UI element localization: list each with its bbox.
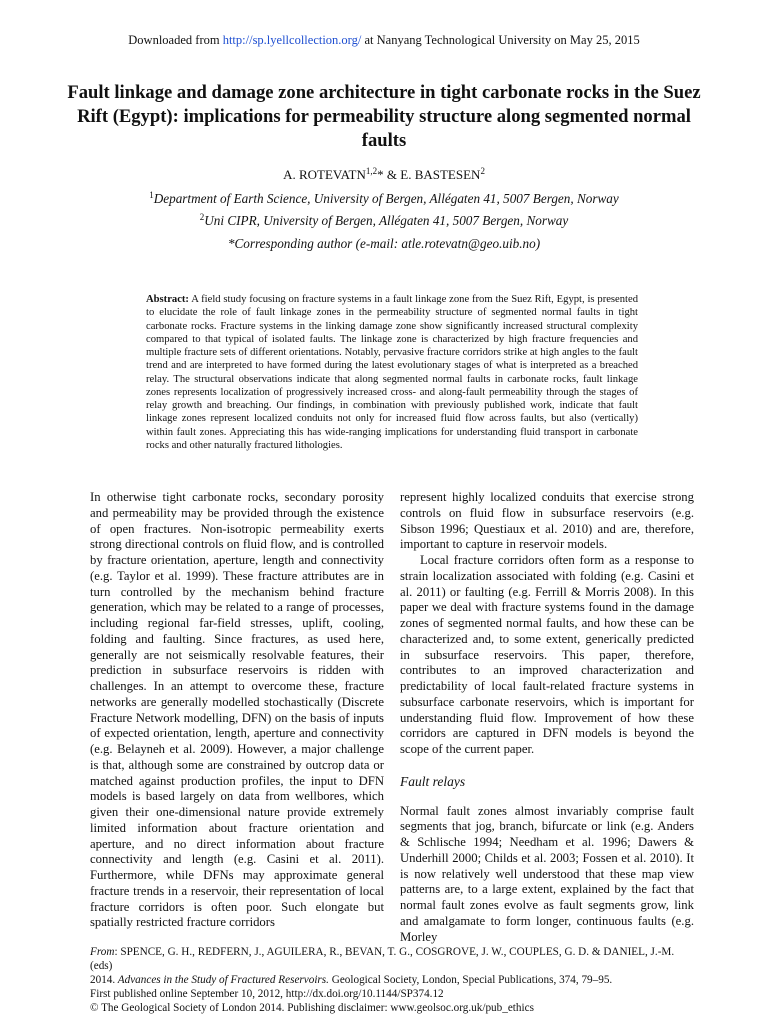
download-suffix: at Nanyang Technological University on May 25, 2015: [361, 33, 640, 47]
footer-book-title: Advances in the Study of Fractured Reservoirs.: [115, 974, 329, 986]
citation-footer: [90, 945, 694, 1015]
right-column: [400, 490, 694, 945]
footer-year: 2014.: [90, 974, 116, 986]
affiliation-2-text: Uni CIPR, University of Bergen, Allégaten 41, 5007 Bergen, Norway: [204, 213, 569, 228]
download-notice: [0, 33, 768, 48]
section-heading-fault-relays: Fault relays: [400, 773, 466, 789]
affiliation-1-text: Department of Earth Science, University of Bergen, Allégaten 41, 5007 Bergen, Norway: [153, 191, 619, 206]
left-paragraph: In otherwise tight carbonate rocks, secondary porosity and permeability may be provided through the existence of open fractures. Non-isotropic permeability exerts strong directional controls on fluid flow, and is controlled by fracture orientation, aperture, length and connectivity (e.g. Taylor et al. 1999). These fracture attributes are in turn controlled by the mechanism behind fracture generation, which may be related to a range of processes, including regional far-field stresses, uplift, cooling, folding and faulting. Since fractures, as used here, generally are not seismically resolvable features, their prediction in subsurface reservoirs is ridden with challenges. In an attempt to overcome these, fracture networks are generally modelled stochastically (Discrete Fracture Network modelling, DFN) on the basis of inputs of expected orientation, length, aperture and connectivity (e.g. Belayneh et al. 2009). However, a major challenge is that, although some are constrained by outcrop data or matched against production profiles, the input to DFN models is based largely on data from wellbores, which given their one-dimensional nature provide extremely limited information about fracture orientation and aperture, and no direct information about fracture connectivity and length (e.g. Casini et al. 2011). Furthermore, while DFNs may approximate general fracture trends in a reservoir, their representation of local fracture corridors is often poor. Such elongate but spatially restricted fracture corridors: [90, 490, 384, 930]
right-paragraph-1: represent highly localized conduits that exercise strong controls on fluid flow in subsurface reservoirs (e.g. Sibson 1996; Questiaux et al. 2010) and are, therefore, important to capture in reservoir models.: [400, 490, 694, 552]
author-2: * & E. BASTESEN: [377, 167, 481, 182]
corresponding-author-text: *Corresponding author (e-mail: atle.rotevatn@geo.uib.no): [227, 236, 541, 251]
abstract-label: Abstract:: [146, 294, 189, 305]
abstract: [146, 293, 638, 452]
right-paragraph-3: Normal fault zones almost invariably comprise fault segments that jog, branch, bifurcate or link (e.g. Anders & Schlische 1994; Needham et al. 1996; Dawers & Underhill 2000; Childs et al. 2003; Fossen et al. 2010). It is now relatively well understood that these map view patterns are, to a large extent, explained by the fact that normal fault zones evolve as fault segments grow, link and amalgamate to form longer, continuous faults (e.g. Morley: [400, 803, 694, 944]
footer-doi: First published online September 10, 2012, http://dx.doi.org/10.1144/SP374.12: [90, 988, 444, 1000]
download-prefix: Downloaded from: [128, 33, 223, 47]
corresponding-author: [0, 236, 768, 252]
footer-editors: : SPENCE, G. H., REDFERN, J., AGUILERA, R., BEVAN, T. G., COSGROVE, J. W., COUPLES, G. D. & DANIEL, J.-M. (eds): [90, 946, 675, 972]
author-2-sup: 2: [480, 166, 485, 176]
author-1-sup: 1,2: [365, 166, 378, 176]
left-column: [90, 490, 384, 931]
abstract-text: A field study focusing on fracture systems in a fault linkage zone from the Suez Rift, Egypt, is presented to elucidate the role of fault linkage zones in the permeability structure of segmented normal faults in tight carbonate rocks. Fracture systems in the linking damage zone show significantly increased structural complexity compared to that typical of isolated faults. The linkage zone is characterized by high fracture frequencies and multiple fracture sets of different orientations. Notably, pervasive fracture corridors strike at high angles to the fault trend and are interpreted to have formed during the latest evolutionary stages of what is interpreted as a breached relay. The structural observations indicate that along segmented normal faults in carbonate rocks, fault linkage zones represents localization of progressively increased cross- and along-fault permeability through the stages of relay growth and breaching. Our findings, in combination with previously published work, indicate that fault linkage zones represent localized conduits not only for increased fluid flow across faults, but also (vertically) within fault zones. Appreciating this has wide-ranging implications for understanding fluid transport in carbonate rocks and other naturally fractured lithologies.: [146, 294, 638, 451]
affiliation-1: [0, 191, 768, 207]
author-line: [0, 167, 768, 183]
footer-copyright: © The Geological Society of London 2014. Publishing disclaimer: www.geolsoc.org.uk/pub_ethics: [90, 1002, 534, 1014]
footer-line-2: [90, 973, 694, 987]
footer-publisher: Geological Society, London, Special Publications, 374, 79–95.: [328, 974, 613, 986]
affiliation-2-sup: 2: [199, 212, 205, 222]
right-paragraph-2: Local fracture corridors often form as a response to strain localization associated with folding (e.g. Casini et al. 2011) or faulting (e.g. Ferrill & Morris 2008). In this paper we deal with fracture systems found in the damage zones of segmented normal faults, and how these can be characterized and, to some extent, generically predicted in subsurface reservoirs. This paper, therefore, contributes to an improved characterization and predictability of local fault-related fracture systems in subsurface carbonate reservoirs, which is important for understanding fluid flow. Improvement of how these corridors are captured in DFN models is beyond the scope of the current paper.: [400, 553, 694, 756]
affiliation-2: [0, 213, 768, 229]
footer-line-1: [90, 945, 694, 973]
download-link[interactable]: http://sp.lyellcollection.org/: [222, 33, 362, 47]
footer-from: From: [90, 946, 115, 958]
paper-title: Fault linkage and damage zone architecture in tight carbonate rocks in the Suez Rift (Egypt): implications for permeability structure along segmented normal faults: [67, 82, 701, 151]
author-1: A. ROTEVATN: [283, 167, 366, 182]
affiliation-1-sup: 1: [149, 190, 154, 200]
